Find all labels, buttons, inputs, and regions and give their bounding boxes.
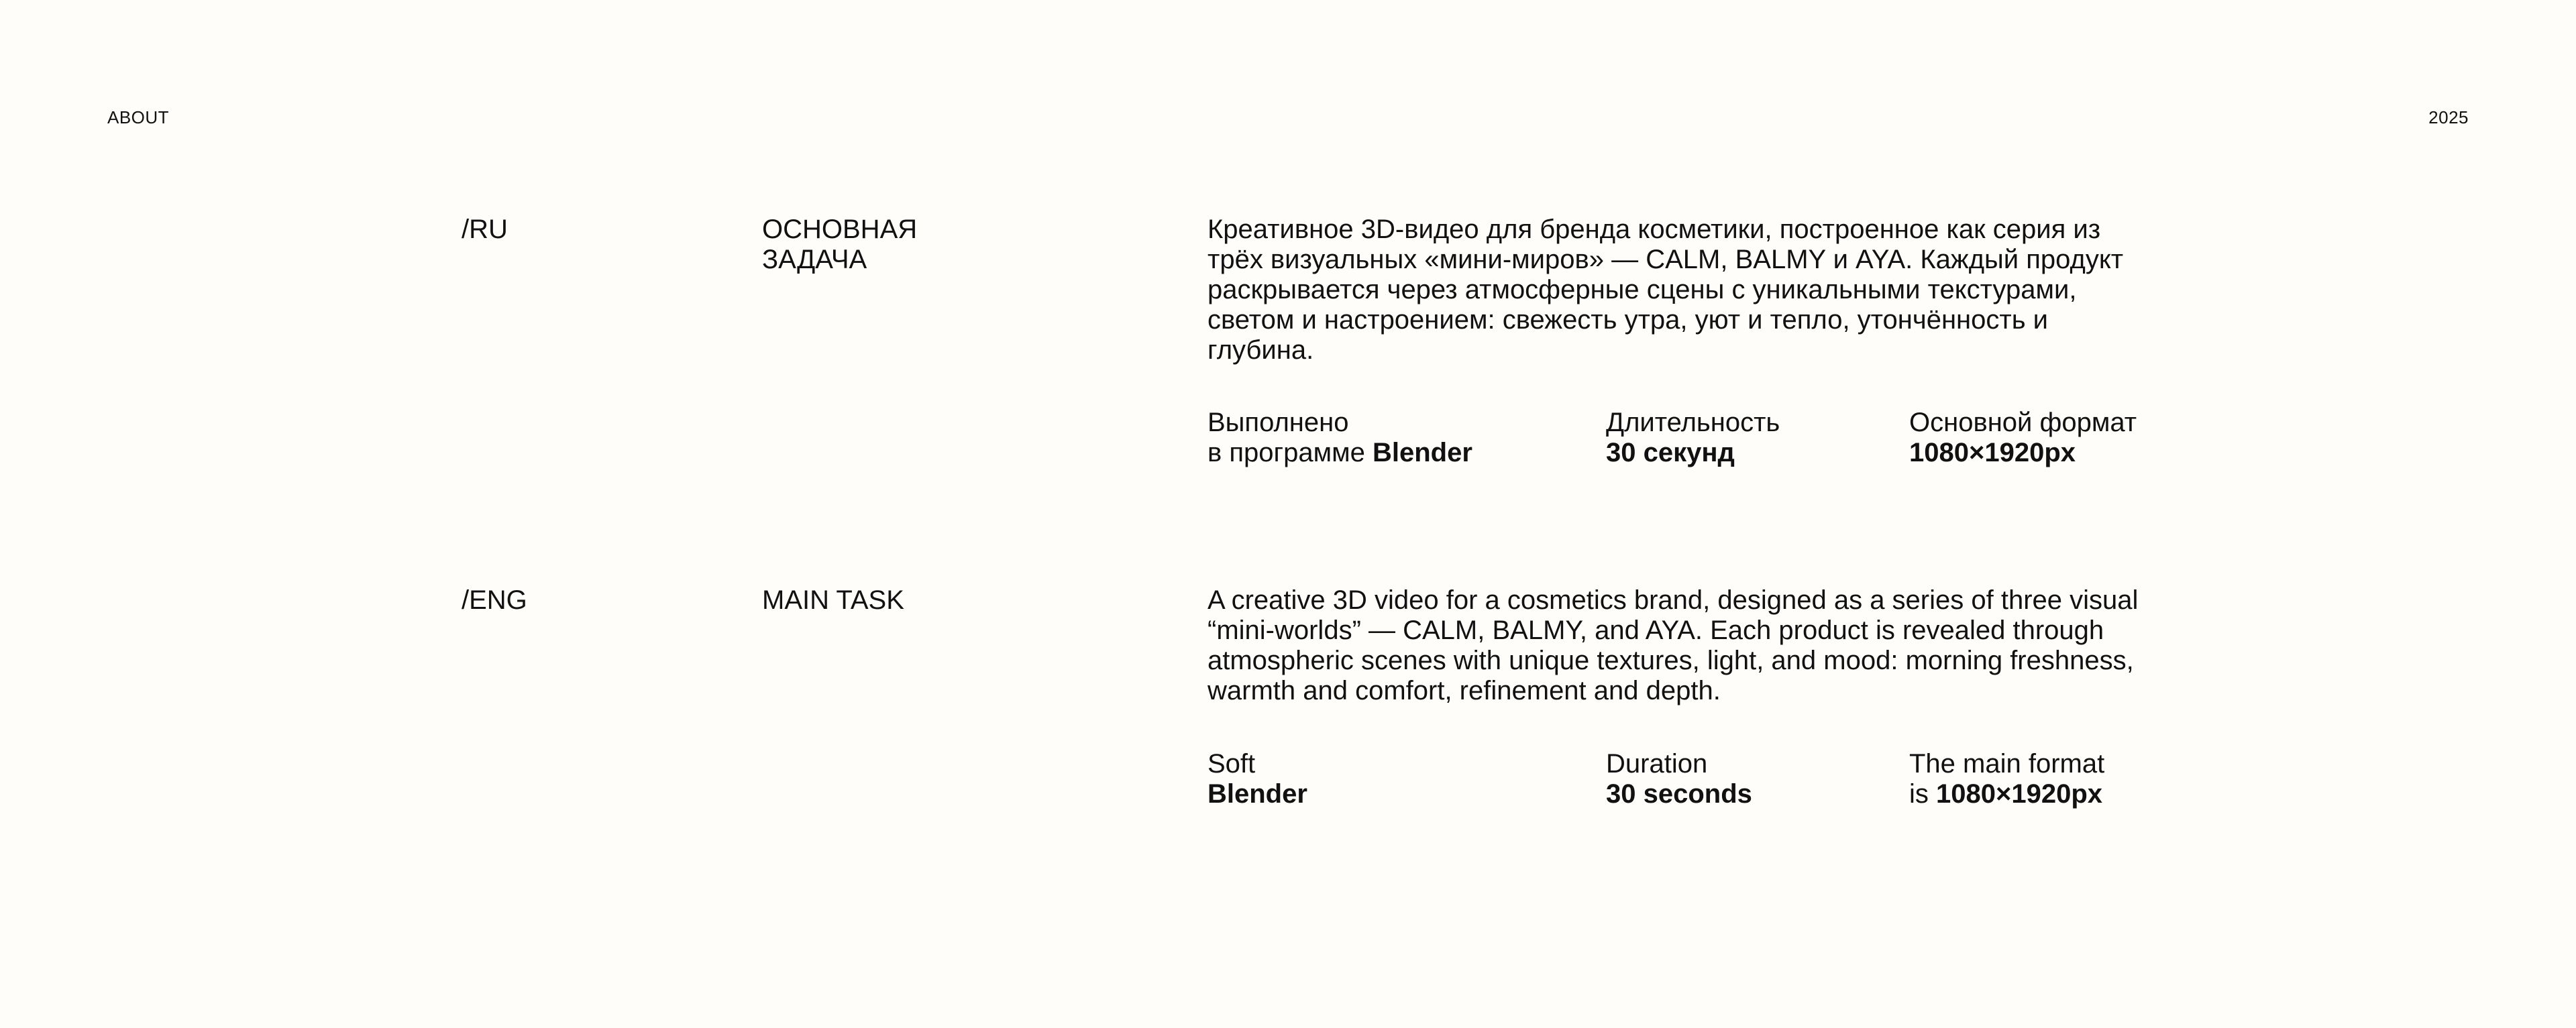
description-ru: Креативное 3D-видео для бренда косметики, построенное как серия из трёх визуальных «мини-миров» — CALM, BALMY и AYA. Каждый продукт раскрывается через атмосферные сцены с уникальными текстурами, светом и настроением: свежесть утра, уют и тепло, утончённость и глубина. xyxy=(1208,215,2124,365)
meta-software-en-value: Blender xyxy=(1208,779,1307,809)
meta-software-ru-prefix: в программе xyxy=(1208,438,1373,467)
meta-format-en-value: 1080×1920px xyxy=(1936,779,2103,809)
about-label: ABOUT xyxy=(107,107,170,127)
description-en: A creative 3D video for a cosmetics brand, designed as a series of three visual “mini-worlds” — CALM, BALMY, and AYA. Each product is revealed through atmospheric scenes with unique textures, light, and mood: morning freshness, warmth and comfort, refinement and depth. xyxy=(1208,585,2139,705)
meta-software-ru-value-line xyxy=(1208,438,1472,468)
meta-software-ru-label: Выполнено xyxy=(1208,408,1349,437)
meta-format-en xyxy=(1909,749,2104,809)
meta-format-en-label: The main format xyxy=(1909,749,2105,779)
meta-duration-en-value: 30 seconds xyxy=(1606,779,1752,809)
task-heading-en xyxy=(762,585,1111,616)
meta-format-ru-label: Основной формат xyxy=(1909,408,2137,437)
meta-duration-en-label: Duration xyxy=(1606,749,1708,779)
lang-label-en: /ENG xyxy=(462,585,527,615)
meta-format-en-prefix: is xyxy=(1909,779,1936,809)
task-heading-ru xyxy=(762,215,1111,275)
meta-duration-ru-value: 30 секунд xyxy=(1606,438,1735,467)
meta-format-ru xyxy=(1909,408,2137,468)
lang-label-ru: /RU xyxy=(462,215,508,244)
task-heading-ru-line1: ОСНОВНАЯ xyxy=(762,215,918,244)
meta-duration-ru-label: Длительность xyxy=(1606,408,1780,437)
meta-software-ru-value: Blender xyxy=(1372,438,1472,467)
meta-format-en-value-line xyxy=(1909,779,2104,809)
meta-duration-ru xyxy=(1606,408,1780,468)
meta-format-ru-value: 1080×1920px xyxy=(1909,438,2076,467)
meta-duration-en xyxy=(1606,749,1752,809)
year-label: 2025 xyxy=(2428,107,2469,127)
task-heading-ru-line2: ЗАДАЧА xyxy=(762,245,867,274)
task-heading-en-line1: MAIN TASK xyxy=(762,585,904,615)
meta-software-ru xyxy=(1208,408,1472,468)
meta-software-en-label: Soft xyxy=(1208,749,1256,779)
meta-software-en xyxy=(1208,749,1307,809)
